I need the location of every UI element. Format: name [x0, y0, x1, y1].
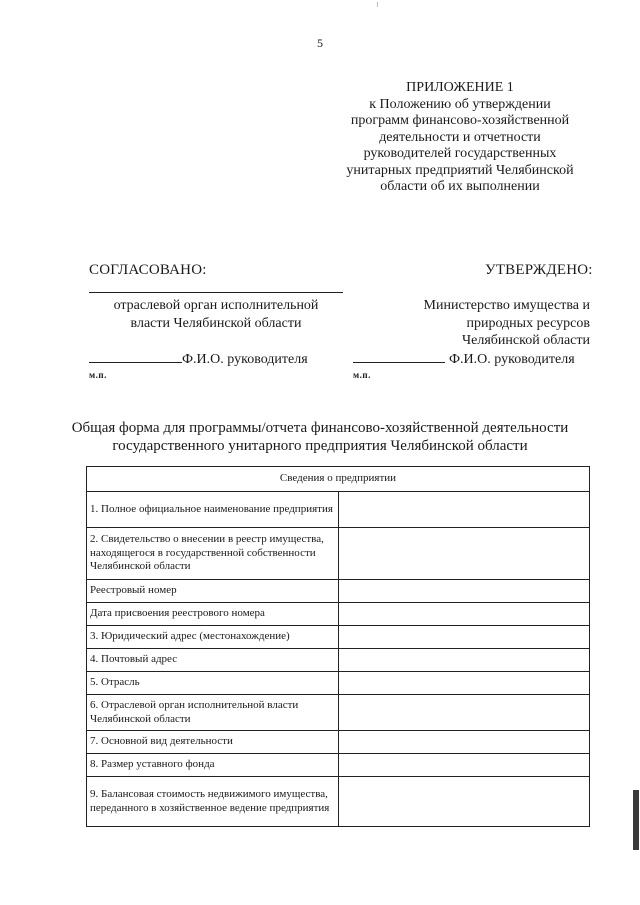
table-row: [87, 626, 590, 649]
row-value[interactable]: [338, 731, 590, 754]
appendix-heading: [320, 80, 600, 196]
appendix-line: области об их выполнении: [380, 179, 540, 194]
left-org-line: отраслевой орган исполнительной: [113, 298, 319, 313]
right-signature-field: [353, 350, 575, 368]
row-value[interactable]: [338, 626, 590, 649]
appendix-line: к Положению об утверждении: [369, 96, 551, 112]
table-row: [87, 603, 590, 626]
row-label: Реестровый номер: [87, 580, 339, 603]
table-row: [87, 695, 590, 731]
table-row: [87, 649, 590, 672]
left-organization: [89, 297, 343, 332]
left-org-line: власти Челябинской области: [130, 315, 302, 331]
row-label: Дата присвоения реестрового номера: [87, 603, 339, 626]
signature-line: [89, 292, 343, 293]
row-label: 4. Почтовый адрес: [87, 649, 339, 672]
left-signature-field: [89, 350, 308, 368]
table-row: [87, 754, 590, 777]
table-header-row: [87, 467, 590, 492]
signature-blank: [353, 350, 445, 363]
right-org-line: Челябинской области: [462, 333, 590, 348]
table-row: [87, 580, 590, 603]
left-fio-label: Ф.И.О. руководителя: [182, 352, 308, 367]
row-label: 3. Юридический адрес (местонахождение): [87, 626, 339, 649]
table-row: [87, 492, 590, 528]
right-organization: [380, 297, 590, 350]
right-stamp-label: м.п.: [353, 370, 371, 380]
right-org-line: природных ресурсов: [466, 315, 590, 331]
row-value[interactable]: [338, 649, 590, 672]
row-value[interactable]: [338, 528, 590, 580]
appendix-line: деятельности и отчетности: [379, 129, 541, 145]
approved-label: УТВЕРЖДЕНО:: [485, 262, 593, 278]
left-stamp-label: м.п.: [89, 370, 107, 380]
scan-edge-mark: [633, 790, 639, 850]
row-label: 5. Отрасль: [87, 672, 339, 695]
row-label: 1. Полное официальное наименование предприятия: [87, 492, 339, 528]
row-value[interactable]: [338, 754, 590, 777]
page-number: 5: [317, 36, 323, 50]
signature-blank: [89, 350, 182, 363]
table-row: [87, 672, 590, 695]
row-label: 9. Балансовая стоимость недвижимого имущества, переданного в хозяйственное ведение предприятия: [87, 777, 339, 827]
form-title-line: государственного унитарного предприятия Челябинской области: [112, 437, 528, 454]
table-row: [87, 777, 590, 827]
row-label: 8. Размер уставного фонда: [87, 754, 339, 777]
row-value[interactable]: [338, 580, 590, 603]
table-row: [87, 731, 590, 754]
agreed-label: СОГЛАСОВАНО:: [89, 262, 207, 278]
table-header: Сведения о предприятии: [87, 467, 590, 492]
row-label: 2. Свидетельство о внесении в реестр имущества, находящегося в государственной собственности Челябинской области: [87, 528, 339, 580]
row-value[interactable]: [338, 695, 590, 731]
appendix-line: ПРИЛОЖЕНИЕ 1: [406, 80, 514, 95]
appendix-line: программ финансово-хозяйственной: [350, 113, 570, 128]
table-row: [87, 528, 590, 580]
scan-speck: [377, 2, 378, 7]
row-label: 6. Отраслевой орган исполнительной власти Челябинской области: [87, 695, 339, 731]
row-value[interactable]: [338, 603, 590, 626]
row-value[interactable]: [338, 777, 590, 827]
appendix-line: руководителей государственных: [363, 146, 557, 161]
form-title: [40, 420, 600, 455]
appendix-line: унитарных предприятий Челябинской: [346, 162, 574, 178]
row-label: 7. Основной вид деятельности: [87, 731, 339, 754]
right-org-line: Министерство имущества и: [423, 298, 590, 313]
row-value[interactable]: [338, 672, 590, 695]
enterprise-info-table: [86, 466, 590, 827]
form-title-line: Общая форма для программы/отчета финансово-хозяйственной деятельности: [71, 420, 569, 436]
row-value[interactable]: [338, 492, 590, 528]
right-fio-label: Ф.И.О. руководителя: [449, 352, 575, 367]
